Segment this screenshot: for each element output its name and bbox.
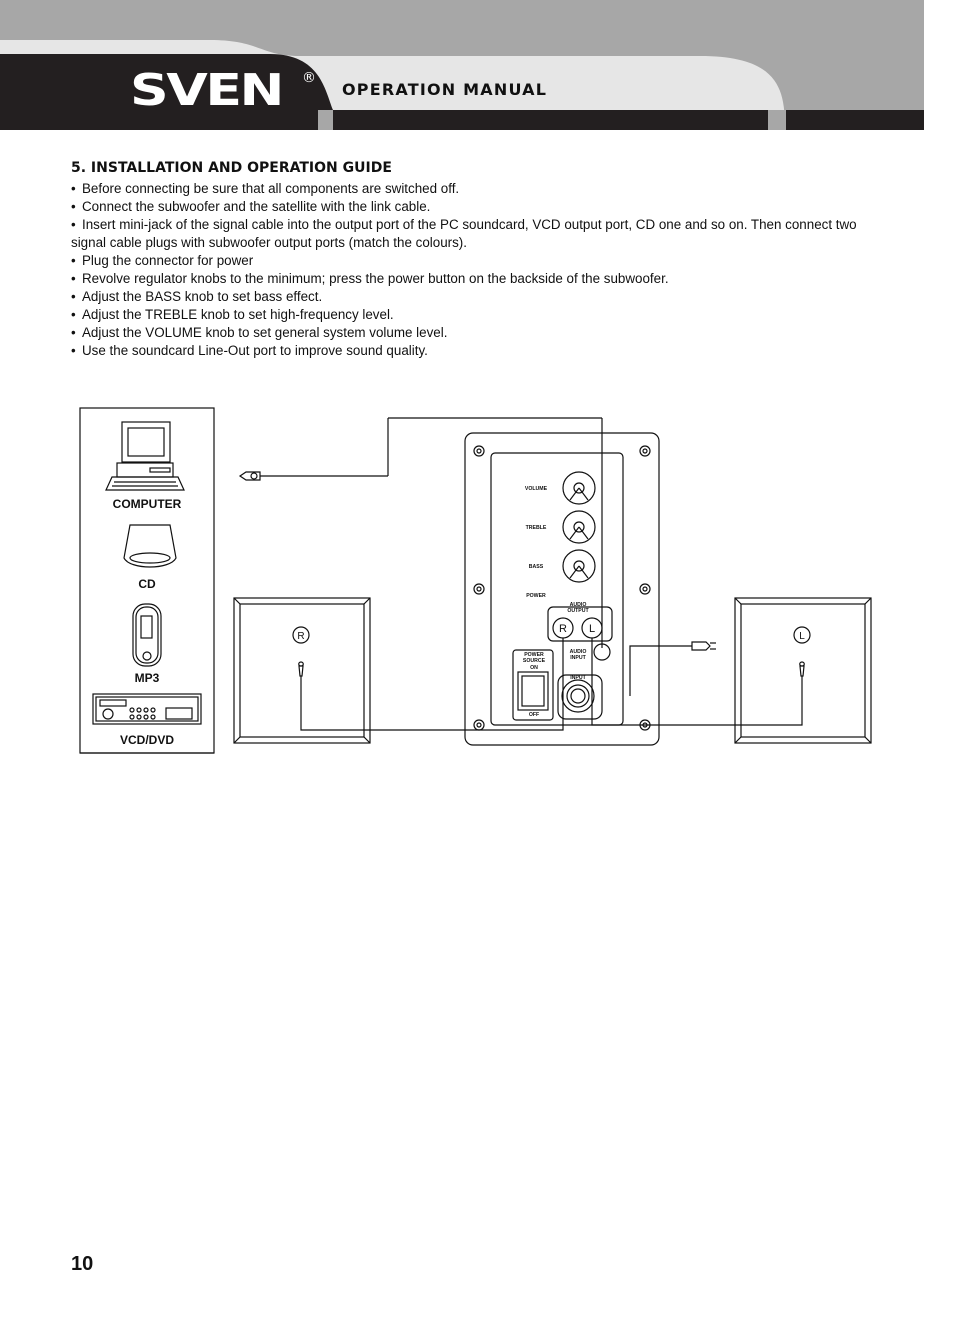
list-item: • Connect the subwoofer and the satellite with the link cable. <box>71 199 431 214</box>
bullet: • <box>71 199 76 214</box>
cd-label: CD <box>138 577 156 591</box>
vcd-label: VCD/DVD <box>119 733 175 747</box>
subwoofer <box>465 433 659 745</box>
audio-output-label-1: AUDIO <box>569 602 587 608</box>
mp3-icon <box>133 604 161 666</box>
list-item: • Revolve regulator knobs to the minimum; press the power button on the backside of the subwoofer. <box>71 271 669 286</box>
speaker-wires <box>301 638 802 730</box>
vcd-icon <box>93 694 201 724</box>
list-item: • Adjust the TREBLE knob to set high-frequency level. <box>71 307 394 322</box>
bullet: • <box>71 271 76 286</box>
satellite-left <box>735 598 871 743</box>
page-number: 10 <box>71 1253 94 1275</box>
list-item: • Adjust the VOLUME knob to set general system volume level. <box>71 325 448 340</box>
satellite-left-label: L <box>799 631 805 642</box>
list-item: • Plug the connector for power <box>71 253 254 268</box>
connection-diagram-svg <box>70 400 890 770</box>
audio-input-label-1: AUDIO <box>569 649 587 655</box>
instruction-list <box>71 180 871 360</box>
bullet: • <box>71 217 76 232</box>
bullet: • <box>71 343 76 358</box>
satellite-right-label: R <box>297 631 305 642</box>
header-tab-notch <box>318 110 333 130</box>
audio-input-label-2: INPUT <box>570 655 586 661</box>
output-r-label: R <box>559 623 567 635</box>
bullet: • <box>71 181 76 196</box>
input-label: INPUT <box>570 675 586 681</box>
treble-label: TREBLE <box>525 525 547 531</box>
power-on-label: ON <box>530 665 538 671</box>
computer-label: COMPUTER <box>112 497 182 511</box>
power-off-label: OFF <box>528 712 540 718</box>
connection-diagram <box>70 400 890 770</box>
satellite-right <box>234 598 370 743</box>
audio-output-label-2: OUTPUT <box>567 608 589 614</box>
manual-title: OPERATION MANUAL <box>342 80 548 99</box>
bullet: • <box>71 307 76 322</box>
volume-label: VOLUME <box>524 486 548 492</box>
power-source-label-1: POWER <box>524 652 544 658</box>
list-item: • Use the soundcard Line-Out port to improve sound quality. <box>71 343 428 358</box>
main-content <box>71 160 871 360</box>
brand-logo: SVEN <box>130 65 283 116</box>
registered-mark: ® <box>302 70 316 86</box>
output-l-label: L <box>588 623 596 635</box>
page-header <box>0 0 924 130</box>
mp3-label: MP3 <box>134 671 160 685</box>
bullet: • <box>71 253 76 268</box>
cd-icon <box>124 525 176 567</box>
power-source-label-2: SOURCE <box>522 658 546 664</box>
section-title: 5. INSTALLATION AND OPERATION GUIDE <box>71 160 392 176</box>
bass-label: BASS <box>528 564 544 570</box>
power-label: POWER <box>526 593 546 599</box>
computer-icon <box>106 422 184 490</box>
list-item: • Insert mini-jack of the signal cable into the output port of the PC soundcard, VCD output port, CD one and so on. Then connect two signal cable plugs with subwoofer output ports (match the colours). <box>71 217 857 250</box>
header-tab-notch-right <box>768 110 786 130</box>
bullet: • <box>71 289 76 304</box>
bullet: • <box>71 325 76 340</box>
list-item: • Adjust the BASS knob to set bass effect. <box>71 289 323 304</box>
list-item: • Before connecting be sure that all components are switched off. <box>71 181 460 196</box>
